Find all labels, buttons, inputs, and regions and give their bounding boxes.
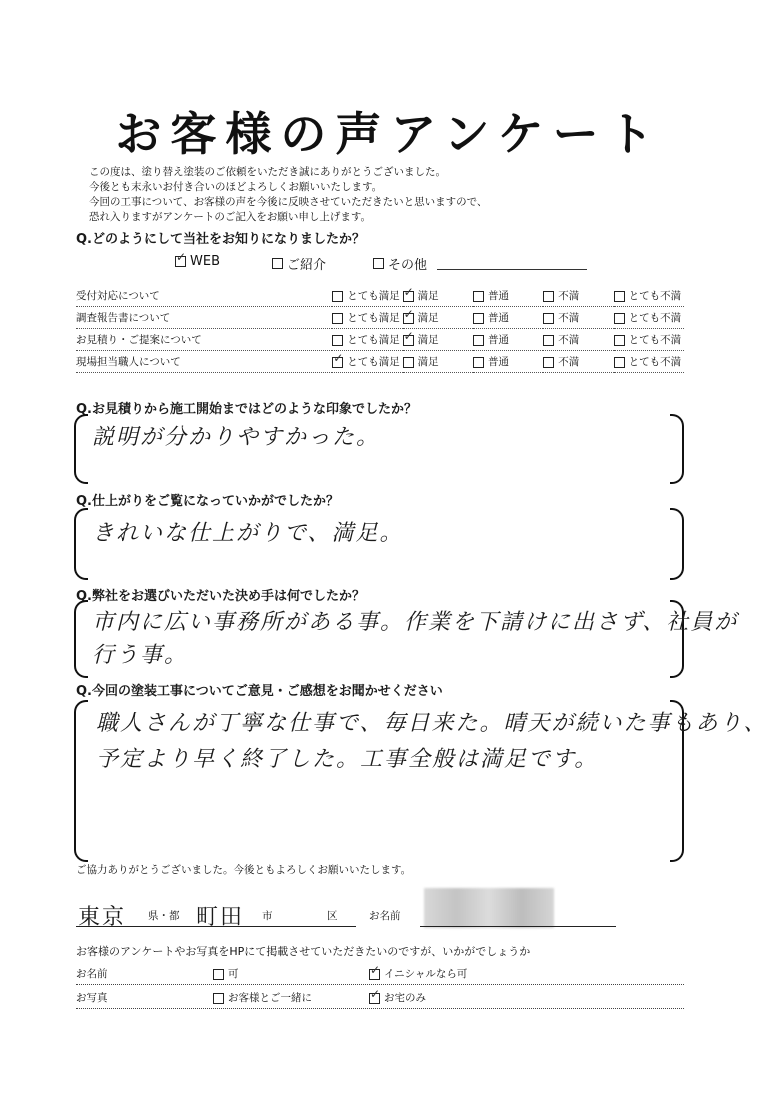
- permission-photo-opt1[interactable]: [213, 990, 312, 1005]
- rating-option-label: 普通: [487, 334, 509, 346]
- answer-comments-line2[interactable]: 予定より早く終了した。工事全般は満足です。: [96, 747, 599, 772]
- checkbox-checked[interactable]: [403, 335, 414, 346]
- checkbox-checked[interactable]: [332, 357, 343, 368]
- answer-bracket-left: [74, 600, 88, 678]
- option-label: イニシャルなら可: [384, 968, 468, 980]
- rating-option[interactable]: [543, 285, 613, 307]
- rating-row-label: 現場担当職人について: [76, 351, 332, 373]
- intro-line: 今後とも末永いお付き合いのほどよろしくお願いいたします。: [89, 181, 383, 193]
- rating-row-label: お見積り・ご提案について: [76, 329, 332, 351]
- checkbox[interactable]: [614, 335, 625, 346]
- checkbox[interactable]: [473, 291, 484, 302]
- rating-row: [76, 285, 684, 307]
- checkbox[interactable]: [614, 357, 625, 368]
- checkbox[interactable]: [543, 335, 554, 346]
- page-title: お客様の声アンケート: [115, 107, 663, 161]
- rating-option-label: 不満: [558, 334, 580, 346]
- checkbox[interactable]: [543, 313, 554, 324]
- checkbox[interactable]: [272, 258, 283, 269]
- row-divider: [76, 984, 684, 985]
- intro-line: 今回の工事について、お客様の声を今後に反映させていただきたいと思いますので、: [89, 196, 488, 208]
- question-comments: Q.今回の塗装工事についてご意見・ご感想をお聞かせください: [76, 684, 443, 699]
- ward-suffix: 区: [327, 910, 338, 922]
- permission-name-label: お名前: [76, 968, 108, 980]
- rating-option[interactable]: [332, 351, 402, 373]
- city-suffix: 市: [262, 910, 273, 922]
- question-impression: Q.お見積りから施工開始まではどのような印象でしたか？: [76, 402, 417, 417]
- rating-option-label: とても満足: [347, 312, 400, 324]
- name-label: お名前: [369, 910, 401, 922]
- option-label: お宅のみ: [384, 992, 426, 1004]
- rating-option-label: 普通: [487, 290, 509, 302]
- option-label: お客様とご一緒に: [228, 992, 312, 1004]
- rating-option[interactable]: [403, 285, 473, 307]
- rating-option-label: とても不満: [628, 356, 682, 368]
- option-label: その他: [388, 258, 428, 273]
- rating-option[interactable]: [473, 307, 543, 329]
- permission-question: お客様のアンケートやお写真をHPにて掲載させていただきたいのですが、いかがでしょうか: [76, 945, 531, 958]
- permission-name-opt1[interactable]: [213, 966, 239, 981]
- option-label: 可: [228, 968, 239, 980]
- checkbox[interactable]: [614, 291, 625, 302]
- rating-option[interactable]: [403, 307, 473, 329]
- source-option-other[interactable]: [373, 254, 587, 273]
- rating-option-label: とても満足: [347, 290, 400, 302]
- answer-bracket-right: [670, 414, 684, 484]
- rating-option[interactable]: [473, 351, 543, 373]
- checkbox[interactable]: [213, 993, 224, 1004]
- name-underline[interactable]: [420, 926, 616, 927]
- answer-bracket-right: [670, 508, 684, 580]
- question-finish: Q.仕上がりをご覧になっていかがでしたか？: [76, 494, 339, 509]
- answer-finish[interactable]: きれいな仕上がりで、満足。: [92, 521, 404, 546]
- rating-row: [76, 329, 684, 351]
- answer-bracket-left: [74, 508, 88, 580]
- rating-option[interactable]: [614, 307, 684, 329]
- rating-option-label: とても満足: [347, 334, 400, 346]
- answer-decision-line2[interactable]: 行う事。: [92, 643, 189, 668]
- rating-row-label: 受付対応について: [76, 285, 332, 307]
- rating-option[interactable]: [473, 329, 543, 351]
- city-handwritten[interactable]: 町田: [196, 905, 245, 930]
- permission-photo-opt2[interactable]: [369, 990, 426, 1005]
- rating-option-label: 不満: [558, 356, 580, 368]
- rating-option[interactable]: [473, 285, 543, 307]
- other-input-line[interactable]: [437, 257, 587, 270]
- intro-line: 恐れ入りますがアンケートのご記入をお願い申し上げます。: [89, 211, 372, 223]
- checkbox[interactable]: [543, 357, 554, 368]
- answer-comments-line1[interactable]: 職人さんが丁寧な仕事で、毎日来た。晴天が続いた事もあり、: [96, 711, 768, 736]
- source-option-web[interactable]: [175, 254, 220, 269]
- redacted-name: [424, 888, 554, 928]
- checkbox[interactable]: [543, 291, 554, 302]
- checkbox-checked[interactable]: [369, 969, 380, 980]
- answer-bracket-left: [74, 414, 88, 484]
- intro-text: [89, 165, 487, 225]
- rating-option-label: とても不満: [628, 334, 682, 346]
- answer-impression[interactable]: 説明が分かりやすかった。: [92, 425, 381, 450]
- permission-name-opt2[interactable]: [369, 966, 467, 981]
- address-underline: [76, 926, 356, 927]
- rating-option-label: 普通: [487, 312, 509, 324]
- rating-option[interactable]: [543, 307, 613, 329]
- rating-row-label: 調査報告書について: [76, 307, 332, 329]
- rating-option[interactable]: [403, 329, 473, 351]
- option-label: ご紹介: [287, 258, 327, 273]
- rating-option-label: 満足: [417, 334, 439, 346]
- checkbox-checked[interactable]: [369, 993, 380, 1004]
- intro-line: この度は、塗り替え塗装のご依頼をいただき誠にありがとうございました。: [89, 166, 446, 178]
- rating-option[interactable]: [332, 285, 402, 307]
- rating-option-label: とても不満: [628, 290, 682, 302]
- rating-option[interactable]: [332, 307, 402, 329]
- option-label: WEB: [190, 254, 220, 269]
- checkbox[interactable]: [614, 313, 625, 324]
- checkbox[interactable]: [473, 313, 484, 324]
- rating-option-label: 不満: [558, 312, 580, 324]
- rating-option-label: 満足: [417, 356, 439, 368]
- rating-option[interactable]: [614, 351, 684, 373]
- rating-option[interactable]: [614, 285, 684, 307]
- checkbox-checked[interactable]: [403, 291, 414, 302]
- checkbox[interactable]: [473, 335, 484, 346]
- row-divider: [76, 1008, 684, 1009]
- prefecture-suffix: 県・都: [148, 910, 180, 922]
- rating-option[interactable]: [614, 329, 684, 351]
- rating-option-label: 普通: [487, 356, 509, 368]
- checkbox[interactable]: [332, 291, 343, 302]
- rating-table: [76, 285, 684, 373]
- checkbox[interactable]: [332, 313, 343, 324]
- checkbox[interactable]: [473, 357, 484, 368]
- checkbox-checked[interactable]: [175, 256, 186, 267]
- checkbox-checked[interactable]: [403, 313, 414, 324]
- prefecture-handwritten[interactable]: 東京: [78, 905, 127, 930]
- checkbox[interactable]: [213, 969, 224, 980]
- rating-option[interactable]: [332, 329, 402, 351]
- rating-option-label: 満足: [417, 312, 439, 324]
- question-decision: Q.弊社をお選びいただいた決め手は何でしたか？: [76, 589, 365, 604]
- question-source: Q.どのようにして当社をお知りになりましたか？: [76, 232, 365, 247]
- rating-option-label: とても不満: [628, 312, 682, 324]
- rating-option-label: とても満足: [347, 356, 400, 368]
- checkbox[interactable]: [373, 258, 384, 269]
- rating-option[interactable]: [543, 329, 613, 351]
- rating-row: [76, 307, 684, 329]
- answer-bracket-left: [74, 700, 88, 862]
- rating-row: [76, 351, 684, 373]
- rating-option-label: 満足: [417, 290, 439, 302]
- source-option-referral[interactable]: [272, 254, 326, 273]
- rating-option-label: 不満: [558, 290, 580, 302]
- checkbox[interactable]: [332, 335, 343, 346]
- rating-option[interactable]: [543, 351, 613, 373]
- rating-option[interactable]: [403, 351, 473, 373]
- thanks-text: ご協力ありがとうございました。今後ともよろしくお願いいたします。: [76, 864, 412, 876]
- answer-decision-line1[interactable]: 市内に広い事務所がある事。作業を下請けに出さず、社員が: [92, 610, 739, 635]
- checkbox[interactable]: [403, 357, 414, 368]
- permission-photo-label: お写真: [76, 992, 108, 1004]
